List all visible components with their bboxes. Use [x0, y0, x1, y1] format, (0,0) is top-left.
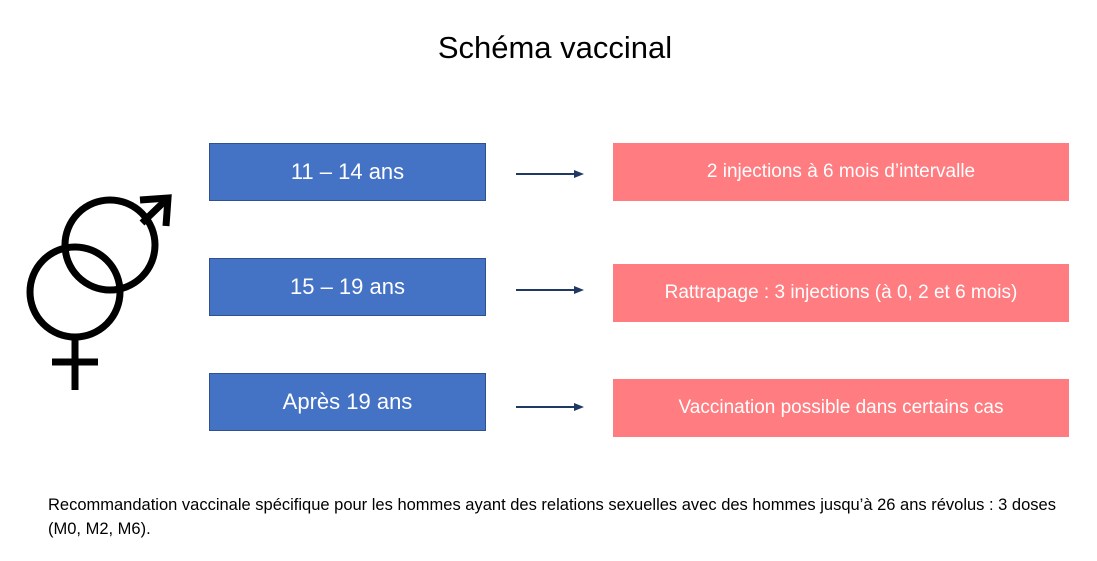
age-box-11-14: 11 – 14 ans	[209, 143, 486, 201]
page-title: Schéma vaccinal	[437, 30, 673, 65]
result-box-15-19: Rattrapage : 3 injections (à 0, 2 et 6 mois)	[613, 264, 1069, 322]
result-box-11-14: 2 injections à 6 mois d’intervalle	[613, 143, 1069, 201]
right-arrow-icon	[514, 401, 586, 413]
footnote: Recommandation vaccinale spécifique pour les hommes ayant des relations sexuelles avec des hommes jusqu’à 26 ans révolus : 3 doses (M0, M2, M6).	[48, 496, 1056, 538]
male-female-symbol-icon	[22, 190, 182, 395]
right-arrow-icon	[514, 168, 586, 180]
right-arrow-icon	[514, 284, 586, 296]
result-box-after-19: Vaccination possible dans certains cas	[613, 379, 1069, 437]
age-box-after-19: Après 19 ans	[209, 373, 486, 431]
age-box-15-19: 15 – 19 ans	[209, 258, 486, 316]
